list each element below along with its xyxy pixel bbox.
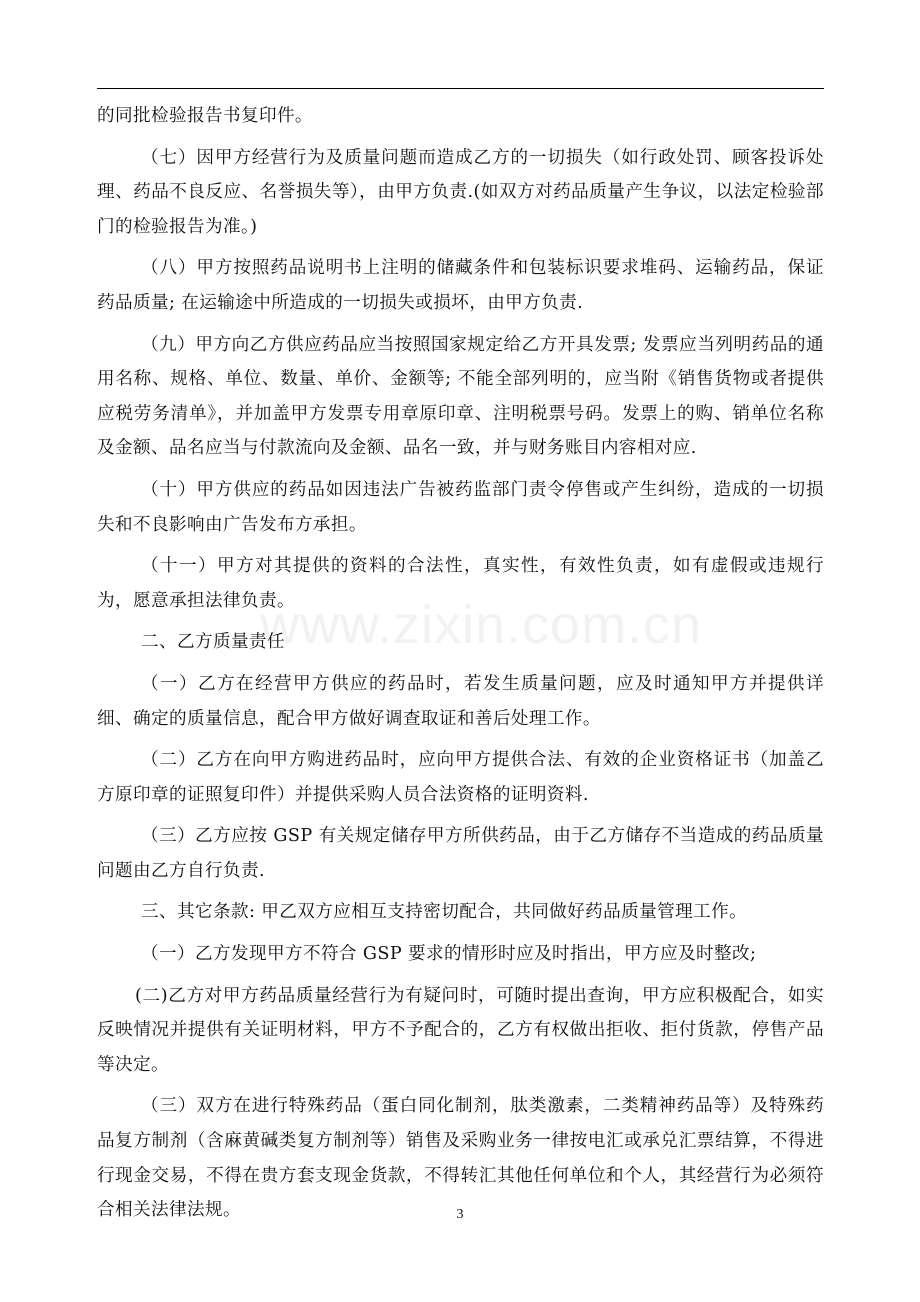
page-number: 3 — [456, 1207, 464, 1222]
paragraph-continuation: 的同批检验报告书复印件。 — [97, 106, 313, 126]
paragraph-clause-11: （十一）甲方对其提供的资料的合法性，真实性，有效性负责，如有虚假或违规行为，愿意承担法律负责。 — [97, 556, 824, 611]
paragraph-clause-8: （八）甲方按照药品说明书上注明的储藏条件和包装标识要求堆码、运输药品，保证药品质量; 在运输途中所造成的一切损失或损坏，由甲方负责. — [97, 258, 824, 313]
paragraph-b-clause-3: （三）乙方应按 GSP 有关规定储存甲方所供药品，由于乙方储存不当造成的药品质量问题由乙方自行负责. — [97, 826, 824, 881]
paragraph-clause-10: （十）甲方供应的药品如因违法广告被药监部门责令停售或产生纠纷，造成的一切损失和不良影响由广告发布方承担。 — [97, 479, 824, 535]
paragraph-clause-9: （九）甲方向乙方供应药品应当按照国家规定给乙方开具发票; 发票应当列明药品的通用名称、规格、单位、数量、单价、金额等; 不能全部列明的，应当附《销售货物或者提供应税劳务清单》，并加盖甲方发票专用章原印章、注明税票号码。发票上的购、销单位名称及金额、品名应当与付款流向及金额、品名一致，并与财务账目内容相对应. — [97, 334, 824, 459]
paragraph-b-clause-1: （一）乙方在经营甲方供应的药品时，若发生质量问题，应及时通知甲方并提供详细、确定的质量信息，配合甲方做好调查取证和善后处理工作。 — [97, 673, 824, 729]
paragraph-clause-7: （七）因甲方经营行为及质量问题而造成乙方的一切损失（如行政处罚、顾客投诉处理、药品不良反应、名誉损失等），由甲方负责.(如双方对药品质量产生争议，以法定检验部门的检验报告为准。) — [97, 147, 824, 237]
paragraph-b-clause-2: （二）乙方在向甲方购进药品时，应向甲方提供合法、有效的企业资格证书（加盖乙方原印章的证照复印件）并提供采购人员合法资格的证明资料. — [97, 750, 824, 805]
section-heading-party-b: 二、乙方质量责任 — [141, 632, 285, 653]
paragraph-other-clause-2: (二)乙方对甲方药品质量经营行为有疑问时，可随时提出查询，甲方应积极配合，如实反映情况并提供有关证明材料，甲方不予配合的，乙方有权做出拒收、拒付货款，停售产品等决定。 — [97, 985, 824, 1075]
paragraph-other-clause-3: （三）双方在进行特殊药品（蛋白同化制剂，肽类激素，二类精神药品等）及特殊药品复方制剂（含麻黄碱类复方制剂等）销售及采购业务一律按电汇或承兑汇票结算，不得进行现金交易，不得在贵方套支现金货款，不得转汇其他任何单位和个人，其经营行为必须符合相关法律法规。 — [97, 1096, 824, 1221]
section-heading-other-terms: 三、其它条款: 甲乙双方应相互支持密切配合，共同做好药品质量管理工作。 — [141, 902, 748, 923]
document-body — [97, 99, 824, 1235]
header-rule — [97, 88, 824, 89]
watermark: www.zixin.com.cn — [260, 595, 703, 655]
paragraph-other-clause-1: （一）乙方发现甲方不符合 GSP 要求的情形时应及时指出，甲方应及时整改; — [141, 944, 757, 965]
